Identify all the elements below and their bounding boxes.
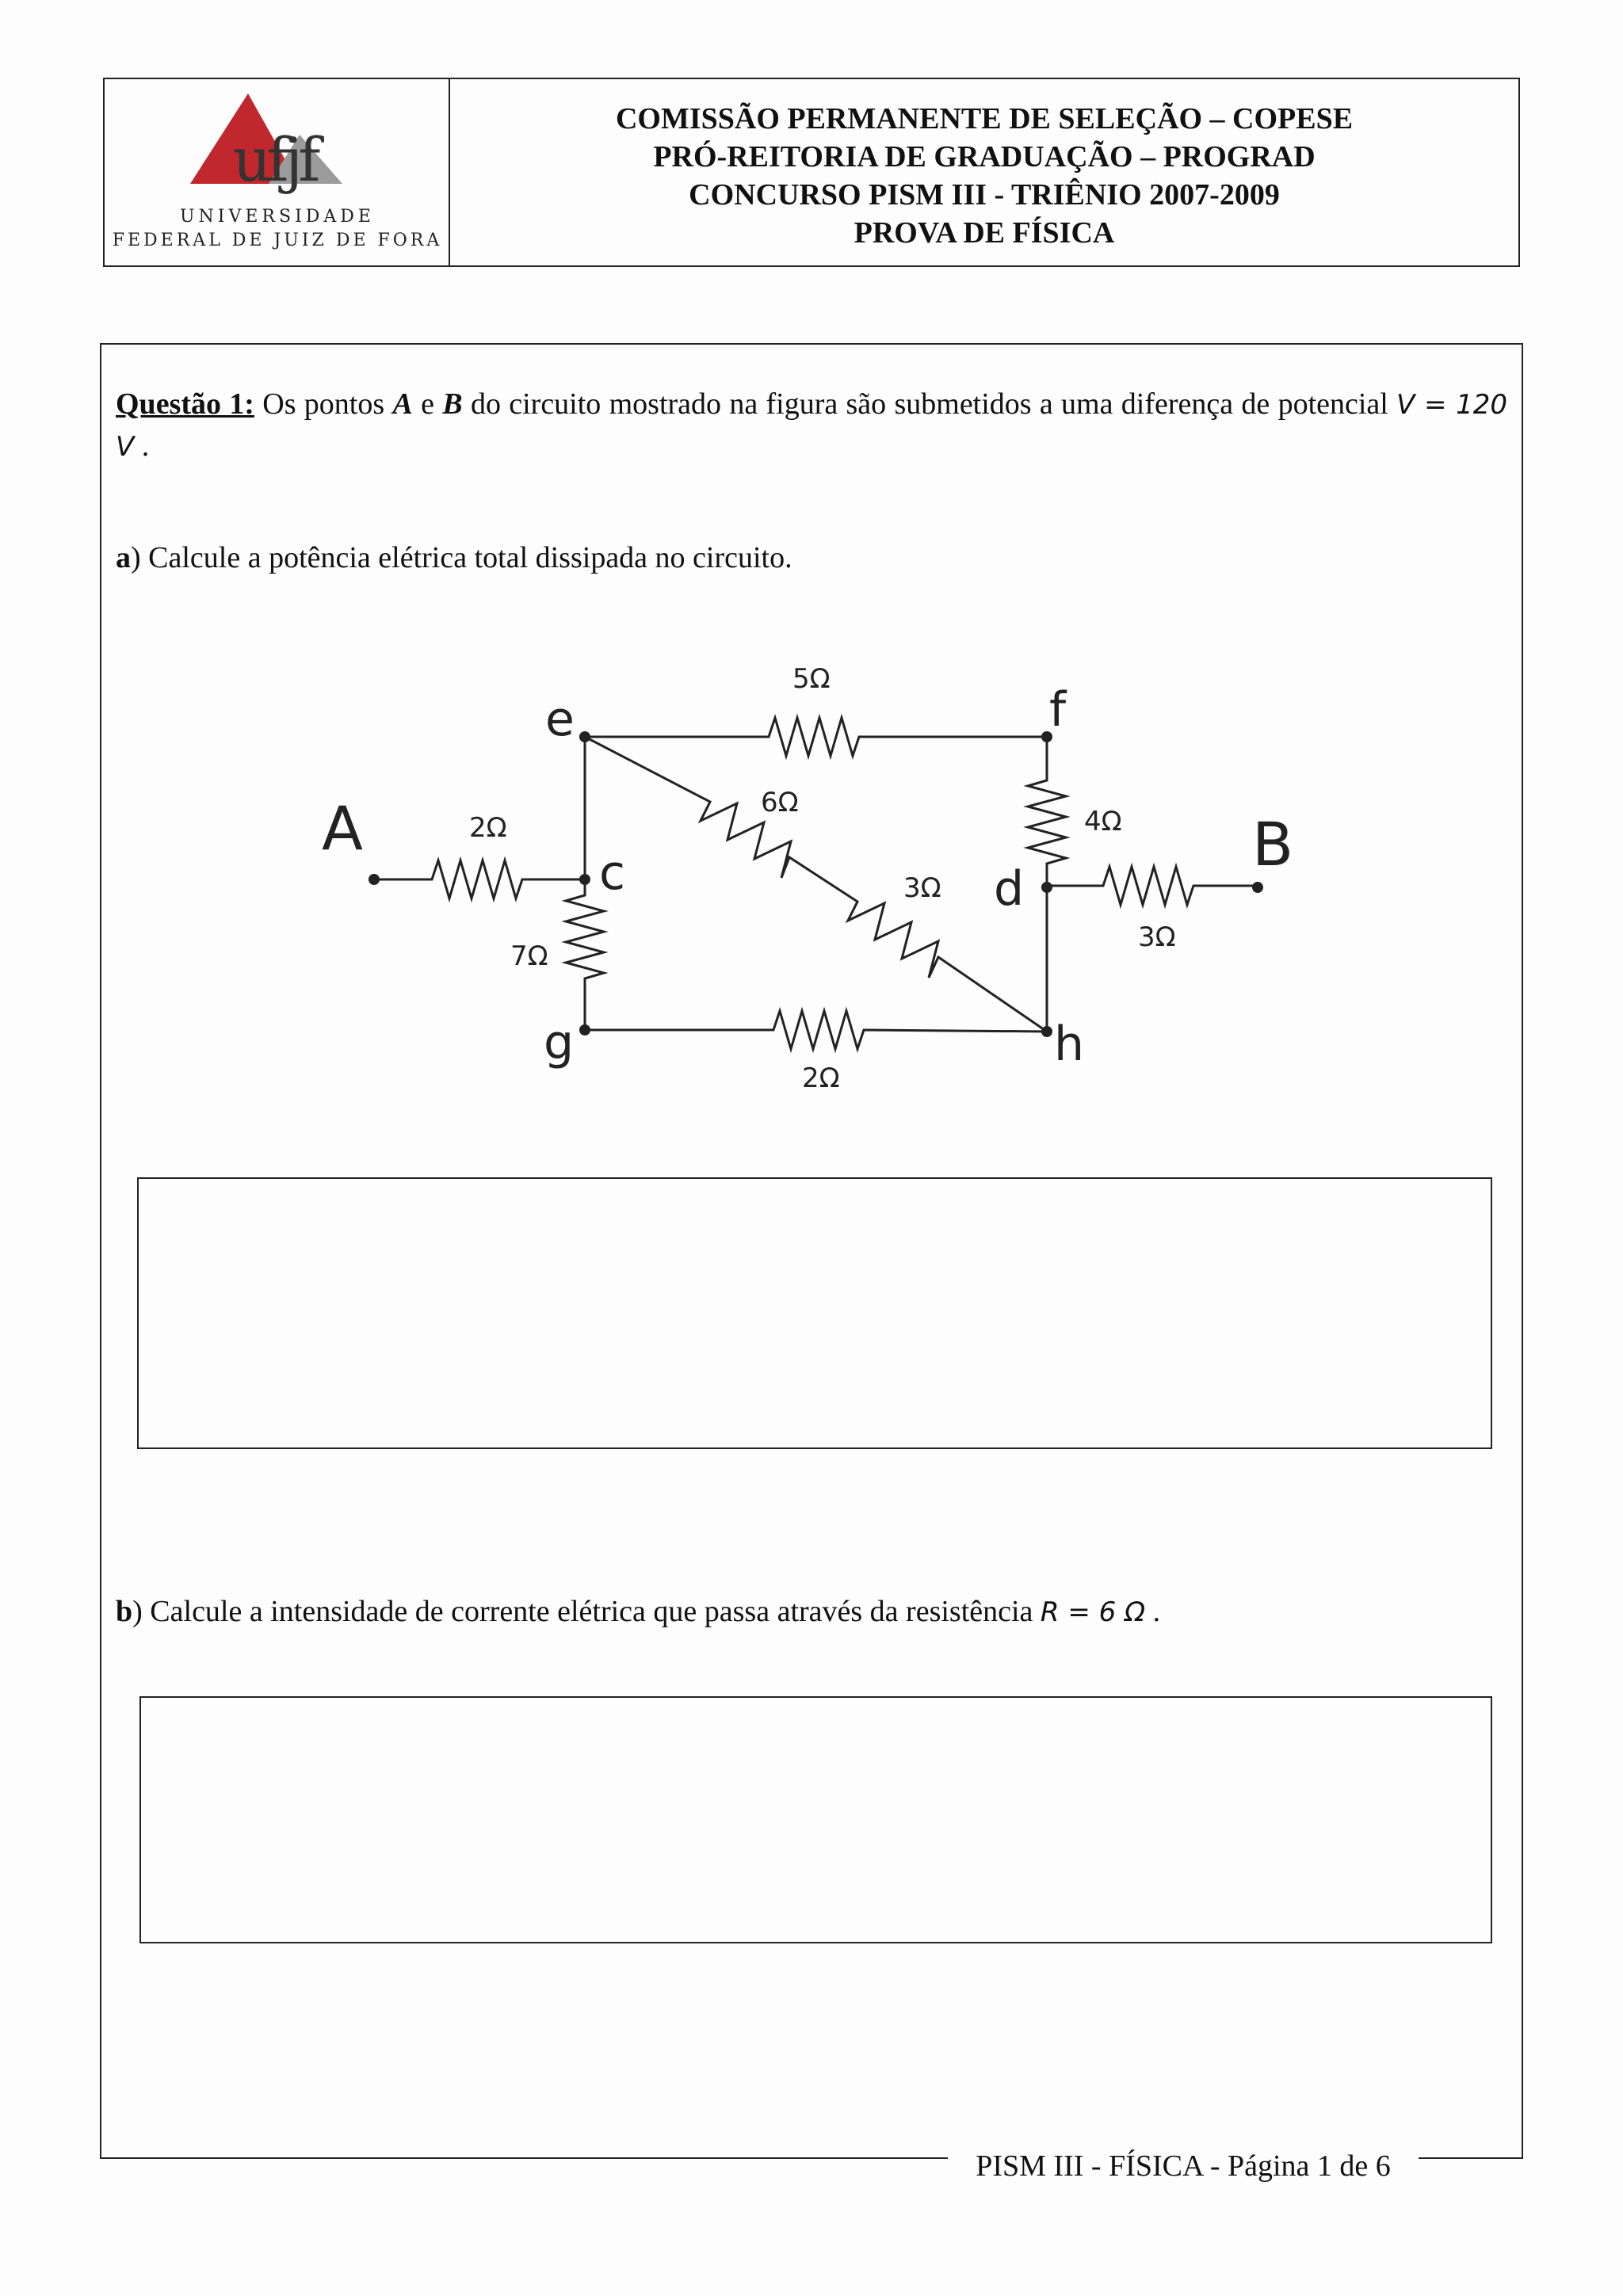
question-text-3: do circuito mostrado na figura são submetidos a uma diferença de potencial	[462, 387, 1397, 421]
title-line-1: COMISSÃO PERMANENTE DE SELEÇÃO – COPESE	[615, 101, 1354, 135]
label-resistor-ac: 2Ω	[469, 812, 507, 844]
label-node-h: h	[1054, 1016, 1085, 1072]
label-resistor-cg: 7Ω	[510, 940, 548, 972]
part-b-statement	[116, 1591, 1160, 1633]
label-resistor-ef: 5Ω	[792, 663, 831, 695]
resistance-value: R = 6 Ω	[1040, 1596, 1146, 1628]
wire-e-h	[585, 737, 1047, 1032]
logo-line-1: UNIVERSIDADE	[180, 207, 375, 227]
label-node-g: g	[544, 1015, 575, 1070]
wire-g-h	[585, 1011, 1047, 1049]
point-a-label: A	[392, 387, 413, 421]
part-b-letter: b	[116, 1595, 133, 1628]
label-resistor-eh-upper: 6Ω	[761, 787, 799, 818]
answer-box-b[interactable]	[139, 1696, 1492, 1943]
label-node-b: B	[1252, 809, 1294, 879]
label-node-f: f	[1049, 682, 1067, 738]
wire-d-b	[1047, 867, 1258, 905]
label-node-e: e	[545, 692, 575, 747]
wire-c-g	[566, 879, 604, 1030]
question-text-2: e	[412, 387, 443, 421]
part-a-text: ) Calcule a potência elétrica total dissipada no circuito.	[131, 541, 792, 574]
question-text-end: .	[134, 429, 150, 463]
node-c-dot	[579, 874, 590, 885]
label-resistor-db: 3Ω	[1138, 921, 1176, 953]
question-label: Questão 1:	[116, 387, 254, 421]
label-node-a: A	[322, 793, 363, 864]
node-a-dot	[369, 874, 380, 885]
label-node-d: d	[994, 861, 1025, 917]
label-resistor-gh: 2Ω	[802, 1062, 840, 1094]
node-g-dot	[579, 1024, 590, 1035]
node-d-dot	[1041, 882, 1052, 893]
part-a-letter: a	[116, 541, 131, 574]
answer-box-a[interactable]	[137, 1177, 1492, 1449]
wire-a-c	[374, 860, 585, 898]
point-b-label: B	[442, 387, 463, 421]
title-line-2: PRÓ-REITORIA DE GRADUAÇÃO – PROGRAD	[653, 139, 1316, 174]
wire-e-f	[585, 718, 1047, 756]
title-line-3: CONCURSO PISM III - TRIÊNIO 2007-2009	[689, 177, 1280, 212]
part-b-text: ) Calcule a intensidade de corrente elétrica que passa através da resistência	[132, 1595, 1041, 1628]
label-node-c: c	[599, 845, 625, 901]
node-h-dot	[1041, 1026, 1052, 1037]
label-resistor-fd: 4Ω	[1084, 806, 1122, 837]
title-line-4: PROVA DE FÍSICA	[854, 215, 1115, 250]
part-b-text-end: .	[1145, 1595, 1161, 1628]
label-resistor-eh-lower: 3Ω	[903, 872, 941, 904]
wire-f-d	[1028, 737, 1066, 887]
node-e-dot	[579, 731, 590, 742]
question-text-1: Os pontos	[254, 387, 393, 421]
voltage-value: V = 120 V	[116, 389, 1507, 463]
page-footer: PISM III - FÍSICA - Página 1 de 6	[948, 2147, 1419, 2185]
logo-line-2: FEDERAL DE JUIZ DE FORA	[112, 231, 443, 250]
node-b-dot	[1252, 882, 1263, 893]
logo-letters: ufjf	[232, 124, 316, 195]
